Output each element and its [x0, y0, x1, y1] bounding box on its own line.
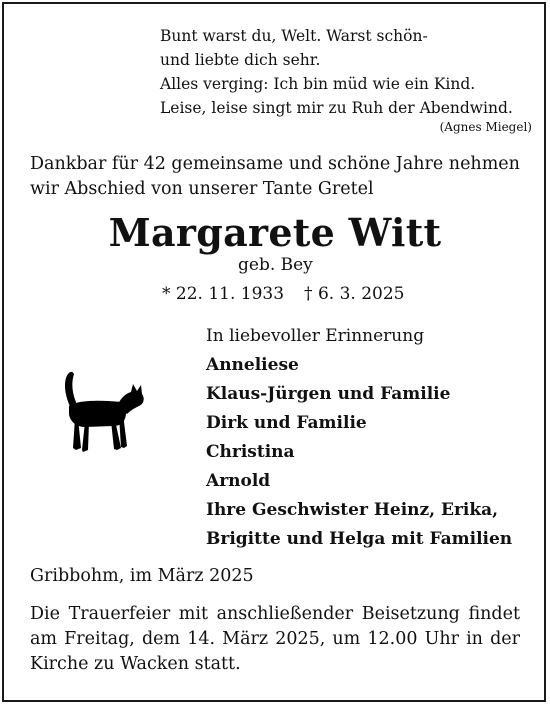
- poem-line: Leise, leise singt mir zu Ruh der Abendwind.: [160, 99, 513, 117]
- mourner-name: Arnold: [206, 471, 271, 491]
- mourner-name: Brigitte und Helga mit Familien: [206, 529, 513, 549]
- mourner-name: Ihre Geschwister Heinz, Erika,: [206, 500, 499, 520]
- intro-line: wir Abschied von unserer Tante Gretel: [30, 179, 374, 199]
- funeral-service-info: [30, 602, 520, 677]
- poem-line: Bunt warst du, Welt. Warst schön-: [160, 27, 428, 45]
- service-line: Die Trauerfeier mit anschließender Beisetzung findet: [30, 604, 520, 624]
- place-and-date: Gribbohm, im März 2025: [30, 566, 254, 586]
- death-date: † 6. 3. 2025: [304, 284, 405, 304]
- mourners-block: [206, 322, 536, 554]
- cat-silhouette-icon: [55, 366, 147, 458]
- poem: [160, 24, 530, 120]
- intro-line: Dankbar für 42 gemeinsame und schöne Jahre nehmen: [30, 154, 520, 174]
- service-line: am Freitag, dem 14. März 2025, um 12.00 Uhr in der: [30, 629, 520, 649]
- life-dates: [162, 282, 404, 306]
- birth-date: * 22. 11. 1933: [162, 284, 285, 304]
- intro-text: [30, 152, 540, 202]
- mourner-name: Dirk und Familie: [206, 413, 367, 433]
- mourner-name: Klaus-Jürgen und Familie: [206, 384, 451, 404]
- birth-name: geb. Bey: [238, 255, 313, 275]
- mourner-name: Anneliese: [206, 355, 299, 375]
- mourner-name: Christina: [206, 442, 295, 462]
- mourners-heading: In liebevoller Erinnerung: [206, 326, 425, 346]
- poem-line: Alles verging: Ich bin müd wie ein Kind.: [160, 75, 476, 93]
- poem-line: und liebte dich sehr.: [160, 51, 321, 69]
- poem-author: (Agnes Miegel): [439, 120, 532, 134]
- service-line: Kirche zu Wacken statt.: [30, 654, 241, 674]
- deceased-name: Margarete Witt: [108, 210, 442, 255]
